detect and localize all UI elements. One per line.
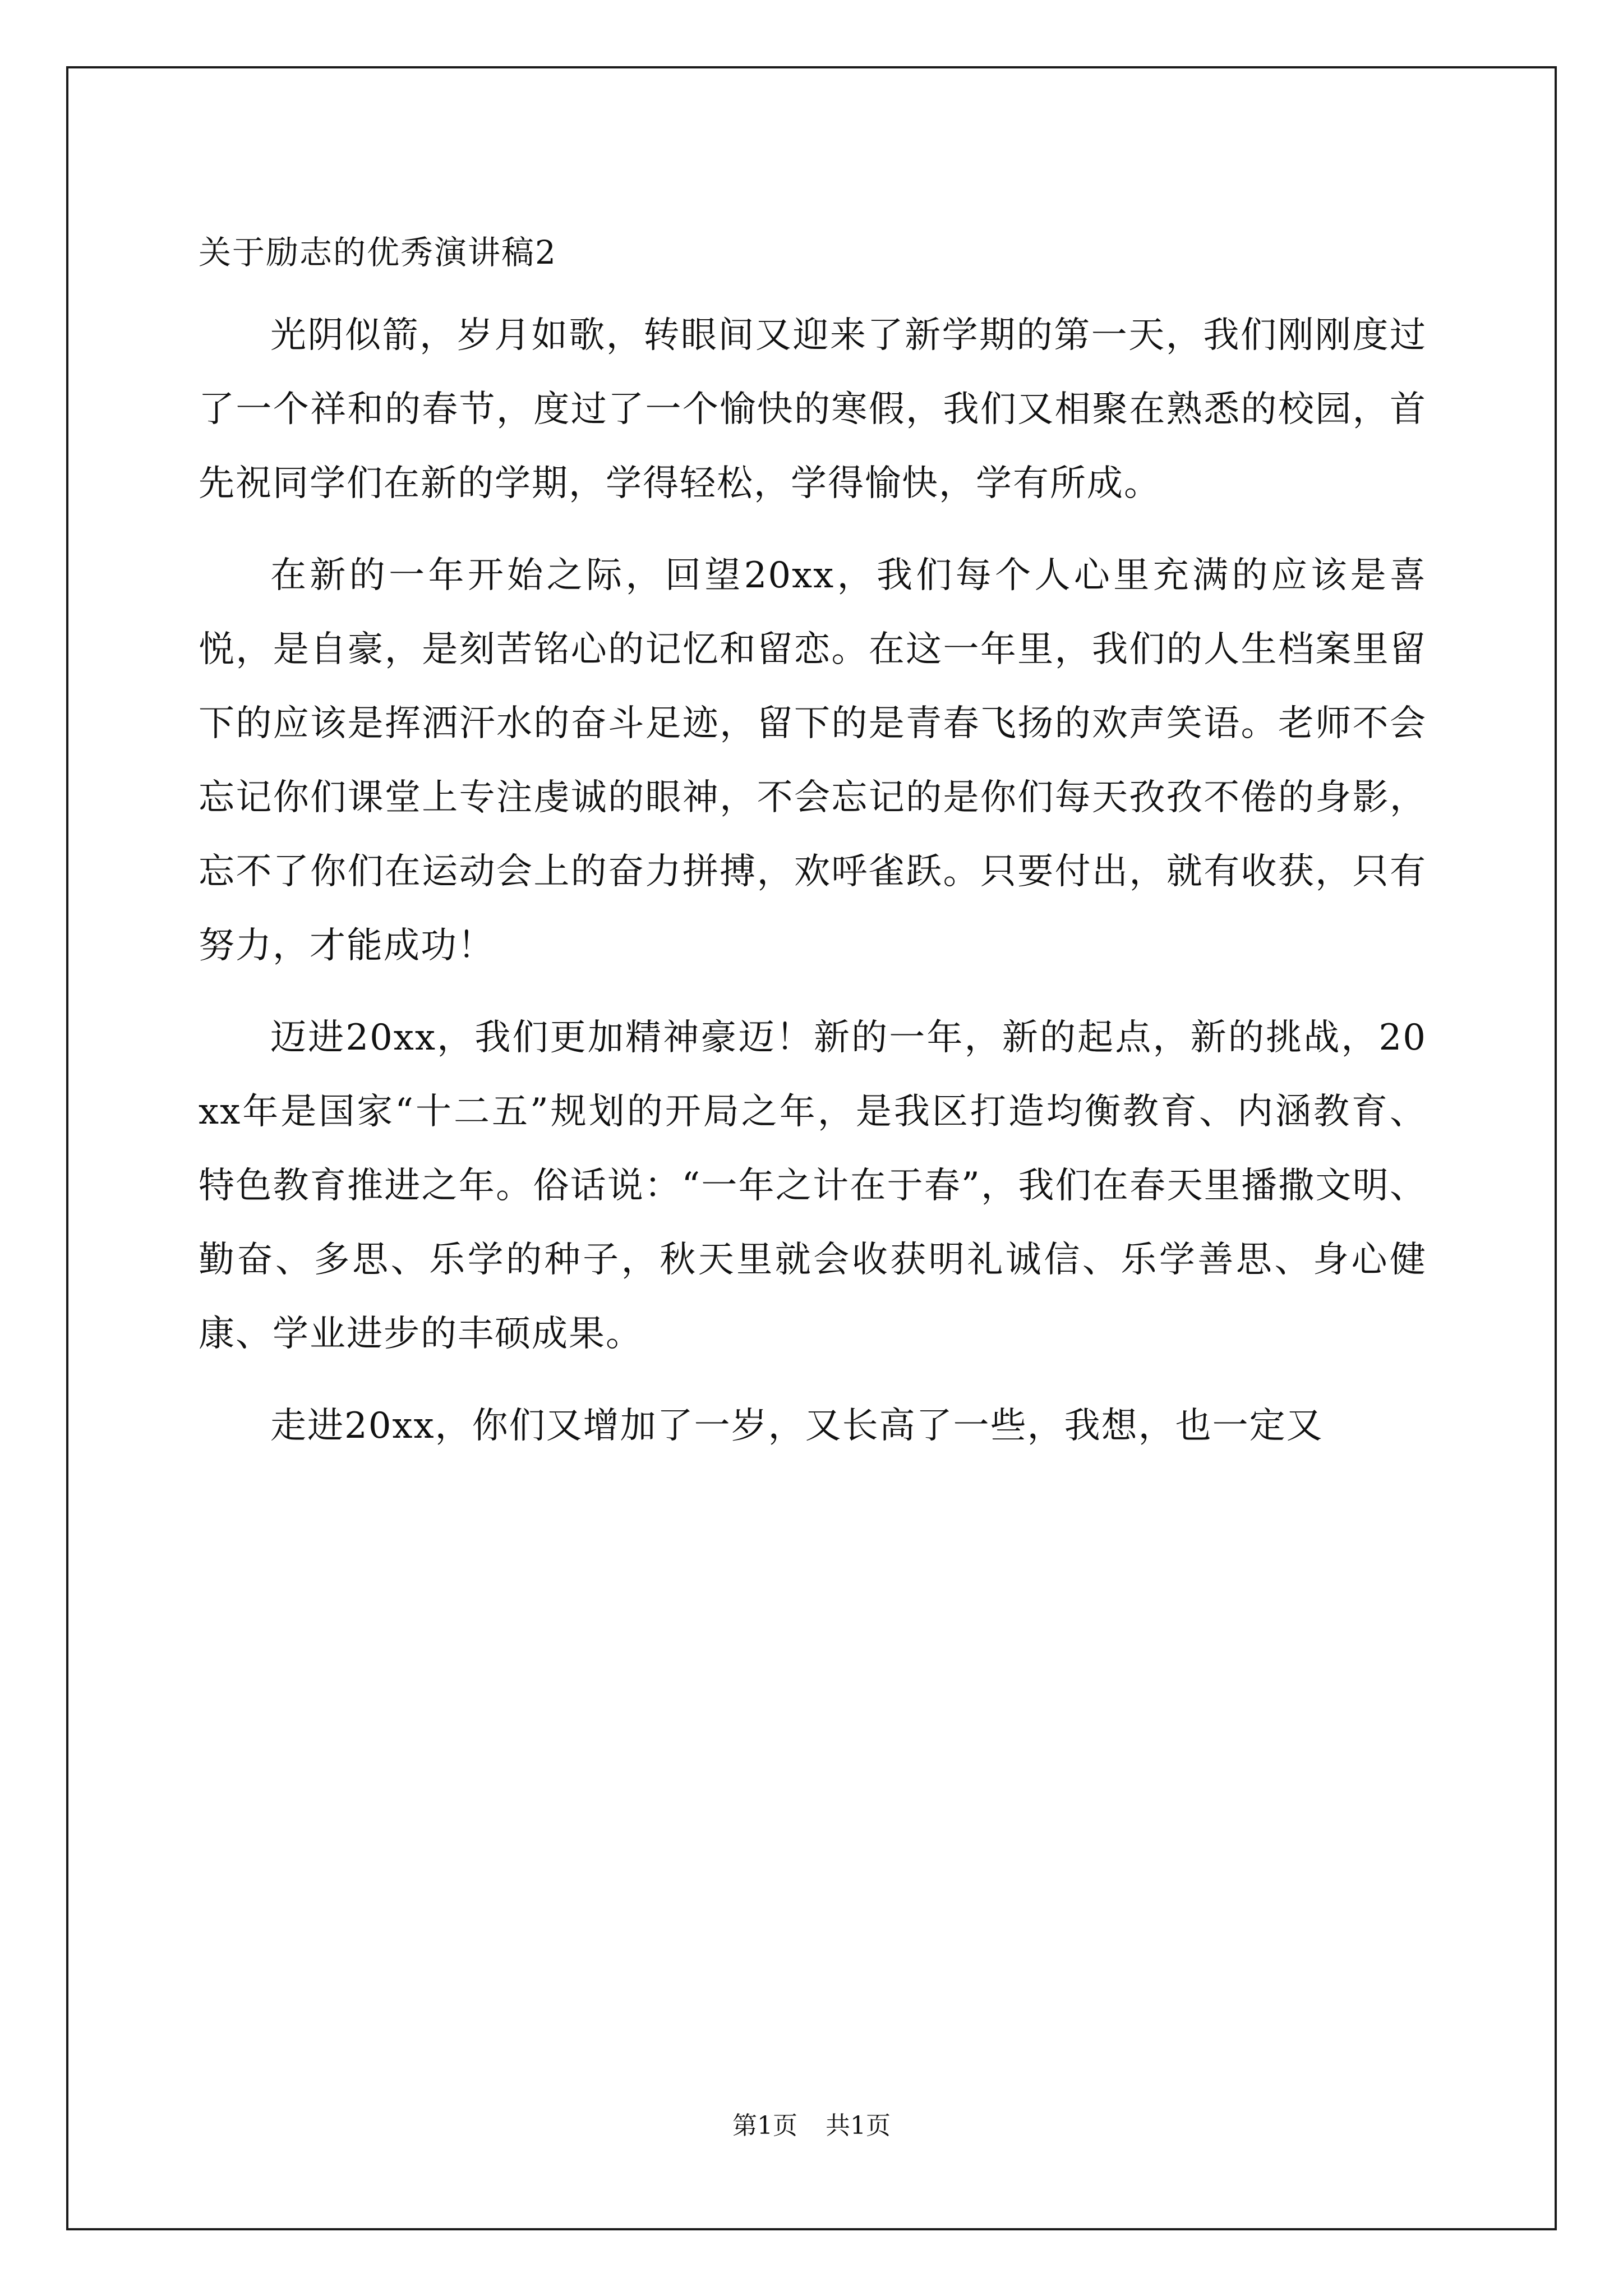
paragraph-3: 迈进20xx，我们更加精神豪迈！新的一年，新的起点，新的挑战，20xx年是国家“十二五”规划的开局之年，是我区打造均衡教育、内涵教育、特色教育推进之年。俗话说：“一年之计在于春”，我们在春天里播撒文明、勤奋、多思、乐学的种子，秋天里就会收获明礼诚信、乐学善思、身心健康、学业进步的丰硕成果。: [199, 1017, 1427, 1355]
page-footer: [0, 2109, 1623, 2143]
page-total: 共1页: [826, 2111, 891, 2140]
paragraph-2: 在新的一年开始之际，回望20xx，我们每个人心里充满的应该是喜悦，是自豪，是刻苦铭心的记忆和留恋。在这一年里，我们的人生档案里留下的应该是挥洒汗水的奋斗足迹，留下的是青春飞扬的欢声笑语。老师不会忘记你们课堂上专注虔诚的眼神，不会忘记的是你们每天孜孜不倦的身影，忘不了你们在运动会上的奋力拼搏，欢呼雀跃。只要付出，就有收获，只有努力，才能成功！: [199, 555, 1427, 967]
document-title: 关于励志的优秀演讲稿2: [199, 233, 557, 272]
document-body: [199, 224, 1427, 1481]
page-number: 第1页: [732, 2111, 797, 2140]
paragraph-1: 光阴似箭，岁月如歌，转眼间又迎来了新学期的第一天，我们刚刚度过了一个祥和的春节，度过了一个愉快的寒假，我们又相聚在熟悉的校园，首先祝同学们在新的学期，学得轻松，学得愉快，学有所成。: [199, 315, 1427, 504]
paragraph-4: 走进20xx，你们又增加了一岁，又长高了一些，我想，也一定又: [270, 1405, 1324, 1447]
